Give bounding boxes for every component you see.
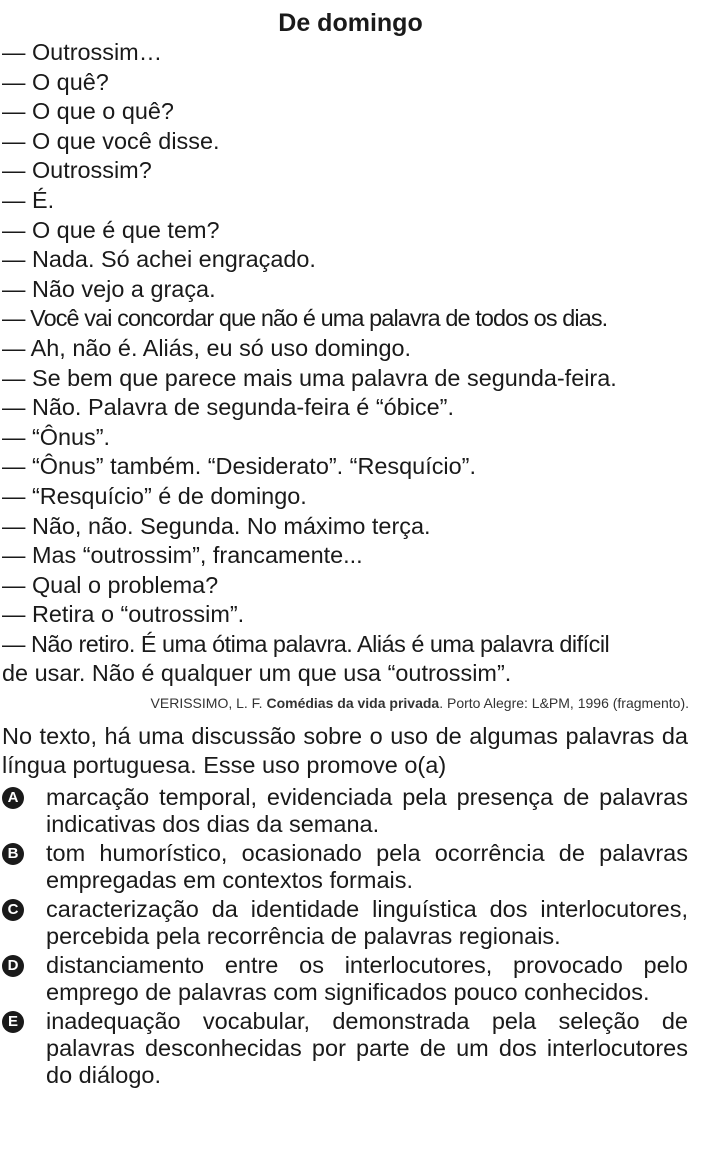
text-title: De domingo: [278, 9, 423, 37]
option-c[interactable]: [2, 896, 688, 950]
dialogue-line: — Mas “outrossim”, francamente...: [2, 542, 363, 569]
dialogue-line: — O que você disse.: [2, 127, 220, 154]
option-a[interactable]: [2, 784, 688, 838]
option-letter-badge: D: [2, 955, 24, 977]
dialogue-line: — Você vai concordar que não é uma palavra de todos os dias.: [2, 305, 608, 332]
option-d[interactable]: [2, 952, 688, 1006]
option-text: caracterização da identidade linguística dos interlocutores, percebida pela recorrência de palavras regionais.: [46, 896, 688, 949]
dialogue-line: — Outrossim…: [2, 39, 163, 65]
citation-author: VERISSIMO, L. F.: [150, 695, 267, 711]
dialogue-line: — Retira o “outrossim”.: [2, 601, 245, 628]
dialogue-line: de usar. Não é qualquer um que usa “outrossim”.: [2, 660, 512, 687]
dialogue-line: — O que o quê?: [2, 98, 174, 125]
dialogue-line: — “Resquício” é de domingo.: [2, 482, 307, 509]
dialogue-line: — Não. Palavra de segunda-feira é “óbice”.: [2, 394, 454, 421]
citation-details: . Porto Alegre: L&PM, 1996 (fragmento).: [439, 695, 689, 711]
dialogue-line: — Não retiro. É uma ótima palavra. Aliás é uma palavra difícil: [2, 630, 610, 657]
option-text: marcação temporal, evidenciada pela presença de palavras indicativas dos dias da semana.: [46, 784, 688, 837]
dialogue-text: [2, 38, 692, 689]
option-letter-badge: C: [2, 899, 24, 921]
dialogue-line: — Não vejo a graça.: [2, 275, 216, 302]
dialogue-line: — Não, não. Segunda. No máximo terça.: [2, 512, 431, 539]
option-text: inadequação vocabular, demonstrada pela seleção de palavras desconhecidas por parte de um dos interlocutores do diálogo.: [46, 1008, 688, 1088]
option-e[interactable]: [2, 1008, 688, 1089]
citation-work: Comédias da vida privada: [266, 695, 440, 711]
option-letter-badge: E: [2, 1011, 24, 1033]
dialogue-line: — Se bem que parece mais uma palavra de segunda-feira.: [2, 364, 617, 391]
citation: [151, 693, 689, 713]
answer-options: [2, 784, 688, 1091]
dialogue-line: — É.: [2, 186, 55, 213]
dialogue-line: — O quê?: [2, 68, 109, 95]
option-letter-badge: B: [2, 843, 24, 865]
dialogue-line: — O que é que tem?: [2, 216, 220, 243]
dialogue-line: — “Ônus” também. “Desiderato”. “Resquício”.: [2, 453, 476, 480]
option-b[interactable]: [2, 840, 688, 894]
dialogue-line: — Outrossim?: [2, 157, 152, 184]
dialogue-line: — Nada. Só achei engraçado.: [2, 246, 316, 273]
dialogue-line: — Qual o problema?: [2, 571, 219, 598]
option-letter-badge: A: [2, 787, 24, 809]
dialogue-line: — Ah, não é. Aliás, eu só uso domingo.: [2, 334, 412, 361]
dialogue-line: — “Ônus”.: [2, 423, 111, 450]
question-stem: No texto, há uma discussão sobre o uso de algumas palavras da língua portuguesa. Esse uso promove o(a): [2, 723, 688, 778]
option-text: tom humorístico, ocasionado pela ocorrência de palavras empregadas em contextos formais.: [46, 840, 688, 893]
option-text: distanciamento entre os interlocutores, provocado pelo emprego de palavras com significados pouco conhecidos.: [46, 952, 688, 1005]
